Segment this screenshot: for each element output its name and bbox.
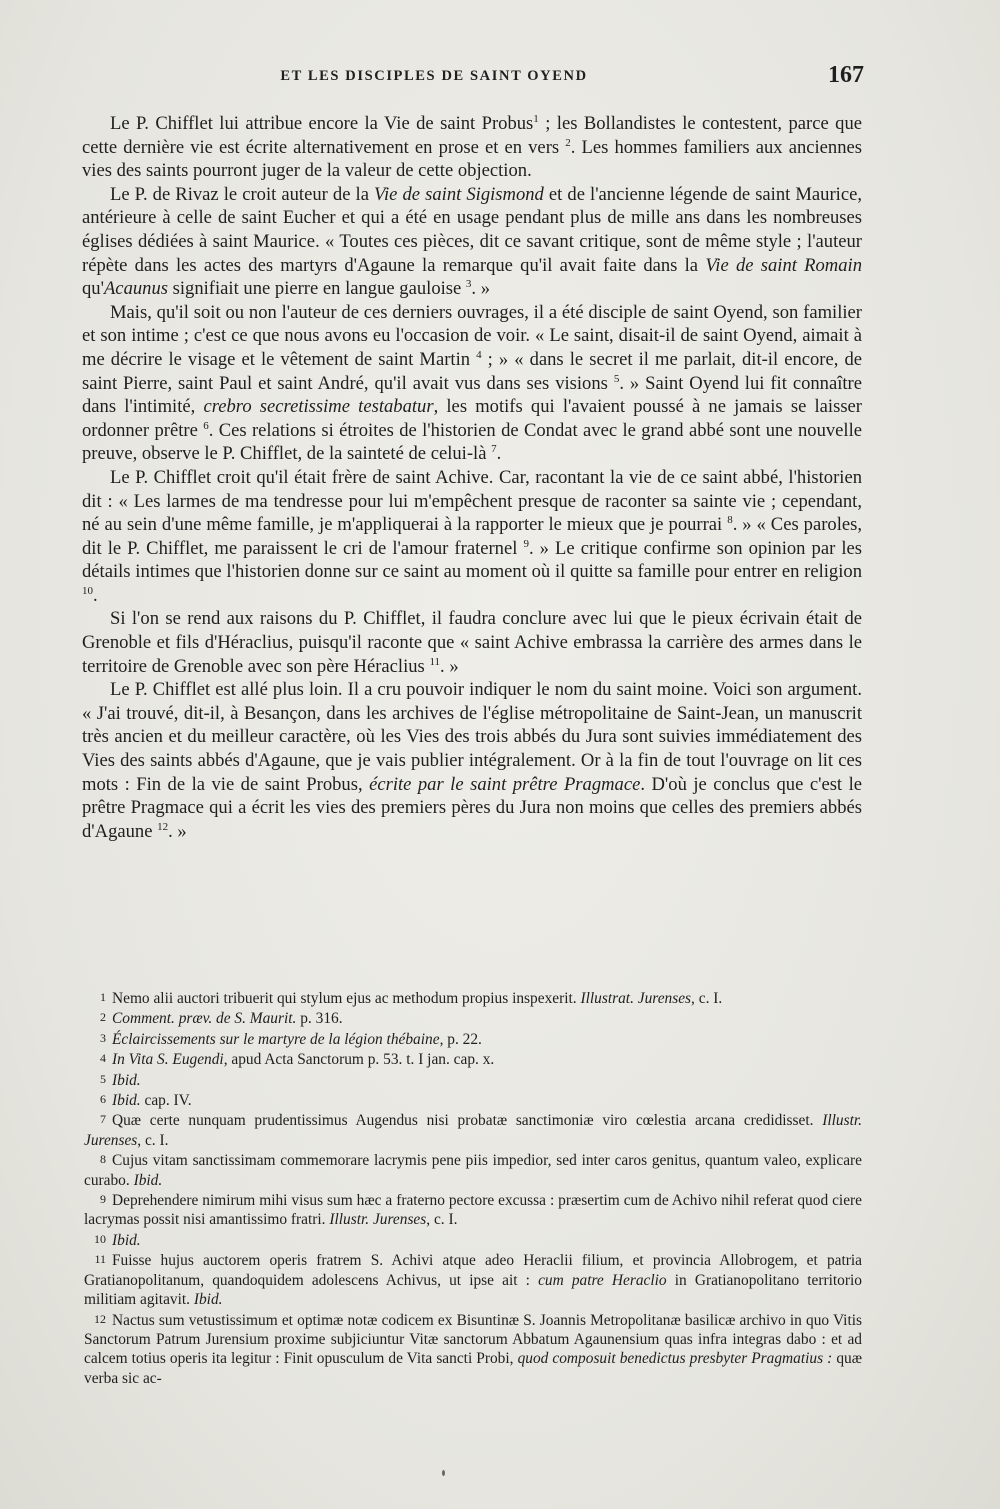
note-call: 3 (465, 278, 472, 291)
footnote-number: 1 (100, 990, 106, 1004)
text-run: . » Saint Oyend lui fit connaître dans l'intimité, (82, 372, 862, 418)
text-run: p. 316. (296, 1010, 343, 1028)
footnote (84, 988, 862, 1008)
text-run: . D'où je conclus que c'est le prêtre Pragmace qui a écrit les vies des premiers pères du Jura non moins que celles des premiers abbés d'Agaune (82, 773, 862, 842)
footnote (84, 1090, 862, 1110)
footnote-number: 11 (94, 1252, 106, 1267)
italic-text: Illustr. Jurenses (329, 1211, 427, 1229)
text-run: , c. I. (691, 990, 723, 1007)
footnote (84, 1049, 862, 1069)
footnote-text (84, 1112, 862, 1148)
footnote-text (84, 1152, 862, 1188)
footnote-number: 8 (100, 1152, 106, 1167)
italic-text: Illustrat. Jurenses (580, 990, 692, 1007)
text-run: . » « Ces paroles, dit le P. Chifflet, me paraissent le cri de l'amour fraternel (82, 514, 863, 559)
footnote (84, 1070, 862, 1090)
paragraph (82, 301, 862, 466)
note-call: 2 (565, 136, 571, 149)
text-run: Deprehendere nimirum mihi visus sum hæc a fraterno pectore excussa : præsertim cum de Achivo nihil referat quod ciere lacrymas possit nisi amantissimo fratri. (84, 1192, 862, 1229)
paragraph (82, 112, 862, 183)
text-run: Le P. Chifflet est allé plus loin. Il a cru pouvoir indiquer le nom du saint moine. Voici son argument. « J'ai trouvé, dit-il, à Besançon, dans les archives de l'église métropolitaine de Saint-Jean, un manuscrit très ancien et du meilleur caractère, où les Vies des trois abbés du Jura sont suivies immédiatement des Vies des saints abbés d'Agaune, que je vais publier intégralement. Or à la fin de tout l'ouvrage on lit ces mots : Fin de la vie de saint Probus, (82, 679, 862, 795)
note-call: 7 (491, 443, 497, 456)
text-run: . » (440, 655, 459, 677)
text-run: Cujus vitam sanctissimam commemorare lacrymis pene piis impedior, sed inter caros genitus, quantum valeo, explicare curabo. (84, 1152, 862, 1189)
text-run: et de l'ancienne légende de saint Maurice, antérieure à celle de saint Eucher et qui a été en usage pendant plus de mille ans dans les nombreuses églises dédiées à saint Maurice. « Toutes ces pièces, dit ce savant critique, sont de même style ; l'auteur répète dans les actes des martyrs d'Agaune la remarque qu'il avait faite dans la (82, 183, 862, 276)
text-run: in Gratianopolitano territorio militiam agitavit. (84, 1271, 862, 1309)
paragraph (82, 183, 862, 301)
footnote (84, 1250, 862, 1309)
footnote-number: 5 (100, 1071, 106, 1086)
footnote-text (112, 990, 722, 1007)
italic-text: Ibid. (112, 1092, 141, 1110)
text-run: quæ verba sic ac- (84, 1350, 862, 1387)
italic-text: Ibid. (112, 1071, 141, 1089)
note-call: 6 (203, 419, 209, 432)
text-run: Si l'on se rend aux raisons du P. Chifflet, il faudra conclure avec lui que le pieux écrivain était de Grenoble et fils d'Héraclius, puisqu'il raconte que « saint Achive embrassa la carrière des armes dans le territoire de Grenoble avec son père Héraclius (82, 608, 862, 677)
footnote (84, 1310, 862, 1389)
text-run: ; » « dans le secret il me parlait, dit-il encore, de saint Pierre, saint Paul et saint André, qu'il avait vus dans ses visions (82, 348, 862, 394)
text-run: . » (168, 820, 187, 842)
text-run: . Les hommes familiers aux anciennes vies des saints pourront juger de la valeur de cette objection. (82, 136, 863, 182)
italic-text: crebro secretissime testabatur (203, 396, 434, 418)
text-run: , apud Acta Sanctorum p. 53. t. I jan. cap. x. (223, 1051, 495, 1069)
note-call: 8 (727, 514, 733, 527)
note-call: 12 (157, 820, 169, 833)
text-run: . » Le critique confirme son opinion par les détails intimes que l'historien donne sur ce saint au moment où il quitte sa famille pour entrer en religion (82, 537, 862, 583)
note-call: 5 (613, 372, 620, 385)
footnote-number: 7 (100, 1112, 106, 1127)
page-number: 167 (828, 62, 864, 88)
italic-text: Vie de saint Sigismond (374, 183, 544, 205)
note-call: 9 (523, 537, 529, 550)
footnote-text (112, 1232, 141, 1249)
footnote-number: 12 (94, 1311, 106, 1326)
paragraph (82, 607, 862, 678)
text-run: , c. I. (137, 1131, 169, 1149)
italic-text: Ibid. (133, 1171, 163, 1189)
text-run: Nactus sum vetustissimum et optimæ notæ codicem ex Bisuntinæ S. Joannis Metropolitanæ basilicæ archivo in quo Vitis Sanctorum Patrum Jurensium proxime subjiciuntur Vitæ sanctorum Abbatum Agaunensium quas infra integras dabo : et ad calcem totius operis ita legitur : Finit opusculum de Vita sancti Probi, (84, 1311, 862, 1368)
italic-text: quod composuit benedictus presbyter Pragmatius : (517, 1350, 833, 1368)
footnotes (84, 988, 862, 1388)
italic-text: Ibid. (112, 1231, 141, 1249)
text-run: , les motifs qui l'avaient poussé à ne jamais se laisser ordonner prêtre (82, 396, 863, 441)
note-call: 11 (429, 655, 441, 668)
paragraph (82, 678, 862, 843)
footnote-text (112, 1051, 494, 1068)
paragraph (82, 466, 862, 608)
text-run: Mais, qu'il soit ou non l'auteur de ces derniers ouvrages, il a été disciple de saint Oyend, son familier et son intime ; c'est ce que nous avons eu l'occasion de voir. « Le saint, disait-il de saint Oyend, aimait à me décrire le visage et le vêtement de saint Martin (82, 301, 862, 370)
text-run: . (496, 443, 502, 465)
footnote-number: 4 (100, 1051, 106, 1066)
footnote (84, 1110, 862, 1150)
running-head (84, 64, 864, 94)
text-run: Le P. de Rivaz le croit auteur de la (110, 183, 375, 205)
text-run: Le P. Chifflet croit qu'il était frère de saint Achive. Car, racontant la vie de ce saint abbé, l'historien dit : « Les larmes de ma tendresse pour lui m'empêchent presque de raconter sa sainte vie ; cependant, né au sein d'une même famille, je m'appliquerai à la rapporter le mieux que je pourrai (82, 466, 862, 536)
footnote (84, 1029, 862, 1049)
text-run: Fuisse hujus auctorem operis fratrem S. Achivi atque adeo Heraclii filium, et provincia Allobrogem, et patria Gratianopolitanum, quandoquidem adolescens Achivus, ut ipse ait : (84, 1252, 862, 1289)
note-call: 1 (533, 113, 539, 125)
italic-text: cum patre Heraclio (538, 1271, 667, 1289)
main-text (82, 112, 862, 843)
text-run: . » (471, 278, 491, 300)
text-run: Quæ certe nunquam prudentissimus Augendus nisi probatæ sanctimoniæ viro cœlestia arcana credidisset. (112, 1112, 823, 1130)
note-call: 4 (476, 348, 482, 361)
running-title: ET LES DISCIPLES DE SAINT OYEND (280, 68, 588, 84)
footnote-text (84, 1312, 862, 1387)
italic-text: Vie de saint Romain (705, 254, 862, 276)
footnote (84, 1150, 862, 1190)
text-run: qu' (82, 278, 104, 300)
footnote-number: 6 (100, 1092, 106, 1107)
italic-text: Ibid. (193, 1291, 223, 1309)
text-run: Le P. Chifflet lui attribue encore la Vie de saint Probus (110, 113, 534, 134)
text-run: , c. I. (426, 1211, 458, 1229)
italic-text: Comment. præv. de S. Maurit. (112, 1010, 297, 1028)
footnote-number: 10 (94, 1231, 106, 1246)
italic-text: Acaunus (103, 278, 168, 300)
text-run: ; les Bollandistes le contestent, parce que cette dernière vie est écrite alternativement en prose et en vers (82, 113, 862, 158)
footnote-number: 9 (100, 1192, 106, 1207)
text-run: signifiait une pierre en langue gauloise (168, 278, 466, 300)
text-run: Nemo alii auctori tribuerit qui stylum ejus ac methodum propius inspexerit. (112, 990, 581, 1007)
text-run: , p. 22. (439, 1030, 482, 1048)
text-run: cap. IV. (140, 1092, 192, 1110)
footnote-text (112, 1072, 141, 1089)
footnote-text (112, 1010, 343, 1027)
footnote (84, 1008, 862, 1028)
footnote-number: 2 (100, 1010, 106, 1025)
italic-text: Éclaircissements sur le martyre de la légion thébaine (112, 1030, 440, 1048)
footnote-text (112, 1031, 482, 1048)
footnote-text (84, 1192, 862, 1228)
print-speck (442, 1470, 445, 1476)
italic-text: In Vita S. Eugendi (112, 1051, 224, 1069)
footnote-text (112, 1092, 192, 1109)
italic-text: Illustr. Jurenses (84, 1112, 862, 1149)
text-run: . (93, 584, 98, 606)
footnote (84, 1230, 862, 1250)
footnote-number: 3 (100, 1030, 106, 1045)
note-call: 10 (82, 584, 93, 597)
footnote-text (84, 1252, 862, 1308)
footnote (84, 1190, 862, 1230)
text-run: . Ces relations si étroites de l'historien de Condat avec le grand abbé sont une nouvelle preuve, observe le P. Chifflet, de la sainteté de celui-là (82, 419, 862, 465)
italic-text: écrite par le saint prêtre Pragmace (369, 773, 641, 795)
